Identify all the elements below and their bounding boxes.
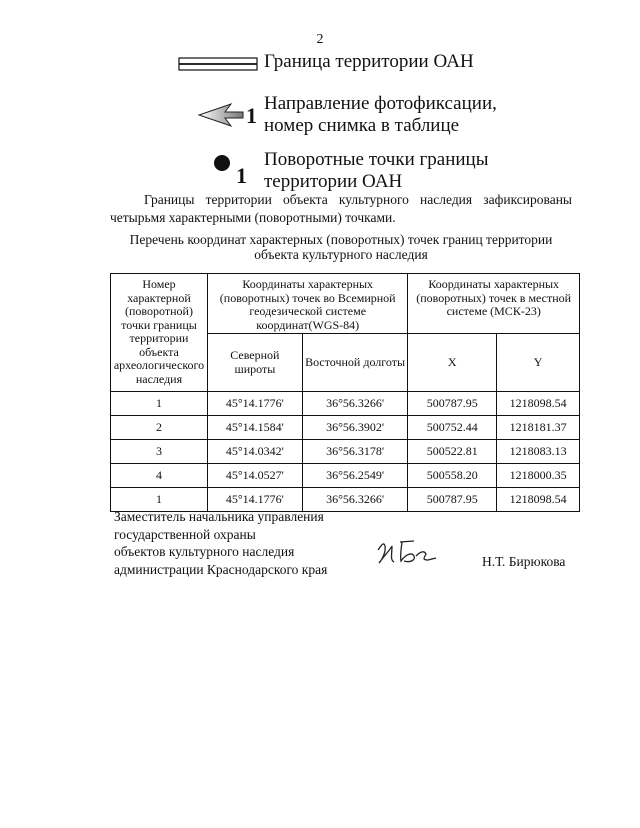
coordinates-table xyxy=(110,273,580,512)
header-point-number: Номер характерной (поворотной) точки границы территории объекта археологического наследия xyxy=(111,274,208,392)
signatory-title-line: объектов культурного наследия xyxy=(114,544,295,559)
cell-latitude: 45°14.0342' xyxy=(207,440,302,464)
cell-longitude: 36°56.3266' xyxy=(302,392,408,416)
cell-x: 500787.95 xyxy=(408,392,497,416)
signatory-title-line: администрации Краснодарского края xyxy=(114,561,328,577)
cell-longitude: 36°56.3266' xyxy=(302,488,408,512)
legend-dot-label xyxy=(264,149,489,193)
legend-arrow-line-2: номер снимка в таблице xyxy=(264,115,460,136)
cell-y: 1218083.13 xyxy=(497,440,580,464)
cell-y: 1218181.37 xyxy=(497,416,580,440)
handwritten-signature xyxy=(370,536,440,568)
cell-y: 1218098.54 xyxy=(497,488,580,512)
cell-x: 500522.81 xyxy=(408,440,497,464)
cell-x: 500787.95 xyxy=(408,488,497,512)
cell-x: 500558.20 xyxy=(408,464,497,488)
cell-point: 1 xyxy=(111,488,208,512)
legend-boundary-label xyxy=(264,51,474,73)
cell-longitude: 36°56.2549' xyxy=(302,464,408,488)
cell-latitude: 45°14.1776' xyxy=(207,488,302,512)
legend-arrow-line-1: Направление фотофиксации, xyxy=(264,93,497,114)
header-longitude: Восточной долготы xyxy=(302,334,408,392)
table-row xyxy=(111,392,580,416)
page-number: 2 xyxy=(316,32,324,47)
legend-arrow-label xyxy=(264,93,497,137)
cell-point: 1 xyxy=(111,392,208,416)
cell-latitude: 45°14.0527' xyxy=(207,464,302,488)
cell-longitude: 36°56.3178' xyxy=(302,440,408,464)
table-caption-line-2: объекта культурного наследия xyxy=(254,247,428,262)
cell-y: 1218000.35 xyxy=(497,464,580,488)
cell-point: 2 xyxy=(111,416,208,440)
legend-arrow-number: 1 xyxy=(246,103,257,128)
legend-dot-line-2: территории ОАН xyxy=(264,171,403,192)
header-wgs-group: Координаты характерных (поворотных) точек во Всемирной геодезической системе координат(WGS-84) xyxy=(207,274,407,334)
signatory-title-line: государственной охраны xyxy=(114,526,256,542)
table-row xyxy=(111,416,580,440)
legend-boundary-line: Граница территории ОАН xyxy=(264,51,474,72)
body-paragraph: Границы территории объекта культурного наследия зафиксированы четырьмя характерными (поворотными) точками. xyxy=(110,192,572,225)
legend-dot-number: 1 xyxy=(236,163,247,188)
cell-longitude: 36°56.3902' xyxy=(302,416,408,440)
boundary-line-icon xyxy=(178,57,258,71)
cell-x: 500752.44 xyxy=(408,416,497,440)
header-x: X xyxy=(408,334,497,392)
header-latitude: Северной широты xyxy=(207,334,302,392)
cell-point: 3 xyxy=(111,440,208,464)
signatory-title xyxy=(114,508,327,578)
signatory-title-line: Заместитель начальника управления xyxy=(114,509,324,524)
table-row xyxy=(111,440,580,464)
table-row xyxy=(111,464,580,488)
table-caption xyxy=(110,232,572,262)
cell-latitude: 45°14.1776' xyxy=(207,392,302,416)
cell-y: 1218098.54 xyxy=(497,392,580,416)
signatory-name: Н.Т. Бирюкова xyxy=(482,554,566,569)
cell-point: 4 xyxy=(111,464,208,488)
header-y: Y xyxy=(497,334,580,392)
header-msk-group: Координаты характерных (поворотных) точек в местной системе (МСК-23) xyxy=(408,274,580,334)
table-caption-line-1: Перечень координат характерных (поворотных) точек границ территории xyxy=(129,232,553,247)
cell-latitude: 45°14.1584' xyxy=(207,416,302,440)
legend-dot-line-1: Поворотные точки границы xyxy=(264,149,489,170)
